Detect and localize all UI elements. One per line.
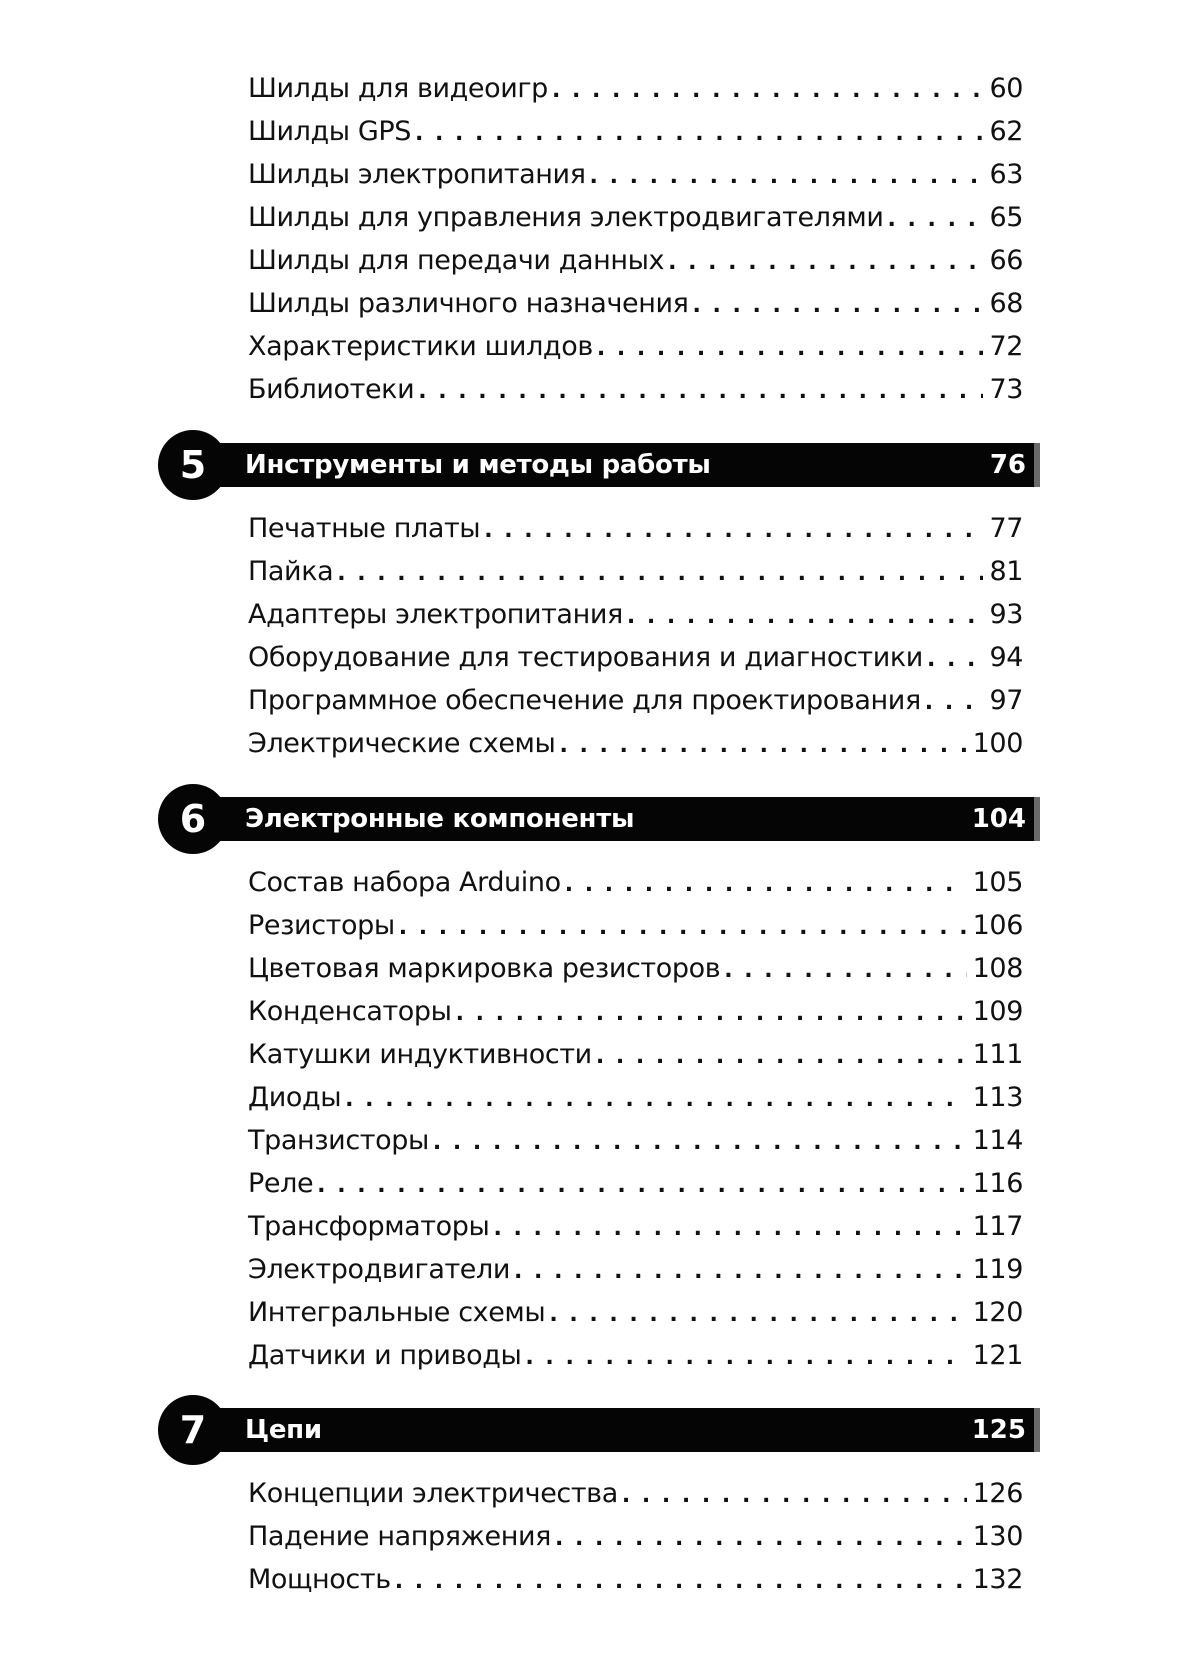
chapter-header-6[interactable] [158,789,1040,855]
toc-entry-title: Шилды для передачи данных [248,245,665,276]
toc-entry[interactable] [248,679,1023,722]
toc-entry[interactable] [248,1472,1023,1515]
toc-entry-page: 68 [989,288,1023,319]
toc-entry-title: Трансформаторы [248,1211,490,1242]
toc-entry[interactable] [248,1205,1023,1248]
toc-entry-page: 81 [989,556,1023,587]
toc-entry-page: 132 [972,1564,1023,1595]
toc-entry-page: 121 [972,1340,1023,1371]
toc-entry[interactable] [248,1334,1023,1377]
toc-entry-title: Состав набора Arduino [248,867,561,898]
dot-leader [418,370,983,413]
dot-leader [525,1336,966,1379]
toc-entry[interactable] [248,722,1023,765]
chapter-page: 76 [989,450,1026,480]
toc-entry-page: 116 [972,1168,1023,1199]
chapter-number: 6 [179,797,207,841]
toc-entry-page: 60 [989,73,1023,104]
toc-entry-title: Печатные платы [248,513,481,544]
toc-entry-page: 62 [989,116,1023,147]
toc-entry-page: 109 [972,996,1023,1027]
toc-entry[interactable] [248,1033,1023,1076]
dot-leader [433,1121,967,1164]
toc-entry-page: 63 [989,159,1023,190]
toc-entry-title: Шилды различного назначения [248,288,689,319]
chapter-number: 5 [179,443,207,487]
dot-leader [724,949,966,992]
chapter-bar [198,1408,1040,1452]
toc-entry-title: Пайка [248,556,334,587]
toc-entry-group-chapter-6 [248,861,1023,1377]
toc-entry[interactable] [248,550,1023,593]
toc-entry[interactable] [248,990,1023,1033]
toc-entry-page: 113 [972,1082,1023,1113]
toc-entry[interactable] [248,282,1023,325]
chapter-title: Инструменты и методы работы [245,450,711,480]
toc-entry[interactable] [248,636,1023,679]
toc-entry[interactable] [248,1515,1023,1558]
dot-leader [927,638,983,681]
toc-entry-group-chapter-5 [248,507,1023,765]
dot-leader [317,1164,966,1207]
dot-leader [514,1250,967,1293]
toc-entry[interactable] [248,1248,1023,1291]
chapter-header-5[interactable] [158,435,1040,501]
toc-entry[interactable] [248,325,1023,368]
toc-entry-page: 114 [972,1125,1023,1156]
toc-entry-title: Адаптеры электропитания [248,599,623,630]
chapter-title: Электронные компоненты [245,804,635,834]
toc-entry[interactable] [248,861,1023,904]
toc-entry[interactable] [248,507,1023,550]
toc-entry-title: Библиотеки [248,374,415,405]
toc-entry-page: 119 [972,1254,1023,1285]
toc-entry-page: 105 [972,867,1023,898]
chapter-page: 125 [971,1415,1026,1445]
toc-entry-title: Шилды для видеоигр [248,73,548,104]
toc-entry-page: 117 [972,1211,1023,1242]
toc-entry-page: 93 [989,599,1023,630]
toc-entry-title: Шилды GPS [248,116,411,147]
toc-entry-title: Мощность [248,1564,391,1595]
dot-leader [395,1560,967,1603]
toc-entry[interactable] [248,593,1023,636]
dot-leader [345,1078,967,1121]
dot-leader [555,1517,967,1560]
dot-leader [456,992,967,1035]
dot-leader [484,509,983,552]
chapter-header-7[interactable] [158,1400,1040,1466]
dot-leader [668,241,983,284]
toc-entry[interactable] [248,1162,1023,1205]
toc-entry-title: Резисторы [248,910,395,941]
toc-entry-page: 94 [989,642,1023,673]
toc-entry-page: 126 [972,1478,1023,1509]
toc-entry[interactable] [248,67,1023,110]
toc-entry-title: Электрические схемы [248,728,556,759]
dot-leader [622,1474,967,1517]
toc-entry-title: Интегральные схемы [248,1297,546,1328]
toc-entry-title: Программное обеспечение для проектирования [248,685,921,716]
dot-leader [596,1035,967,1078]
toc-entry-page: 65 [989,202,1023,233]
toc-entry-title: Шилды для управления электродвигателями [248,202,884,233]
toc-entry-title: Электродвигатели [248,1254,511,1285]
toc-entry-group-intro [248,67,1023,411]
dot-leader [337,552,983,595]
dot-leader [549,1293,966,1336]
toc-entry[interactable] [248,368,1023,411]
dot-leader [565,863,967,906]
toc-entry-page: 77 [989,513,1023,544]
toc-entry-title: Цветовая маркировка резисторов [248,953,721,984]
toc-entry-page: 72 [989,331,1023,362]
toc-entry[interactable] [248,239,1023,282]
toc-entry-title: Концепции электричества [248,1478,618,1509]
toc-entry-title: Характеристики шилдов [248,331,593,362]
toc-entry[interactable] [248,1119,1023,1162]
toc-entry[interactable] [248,1076,1023,1119]
toc-entry[interactable] [248,904,1023,947]
toc-entry[interactable] [248,110,1023,153]
toc-entry-title: Диоды [248,1082,342,1113]
toc-entry[interactable] [248,153,1023,196]
toc-entry-page: 73 [989,374,1023,405]
toc-entry[interactable] [248,1291,1023,1334]
toc-entry-title: Оборудование для тестирования и диагностики [248,642,923,673]
toc-entry-page: 108 [972,953,1023,984]
chapter-number: 7 [179,1408,207,1452]
dot-leader [415,112,983,155]
toc-entry-title: Реле [248,1168,314,1199]
dot-leader [399,906,967,949]
chapter-page: 104 [971,804,1026,834]
toc-entry-title: Датчики и приводы [248,1340,522,1371]
chapter-title: Цепи [245,1415,322,1445]
toc-entry-title: Конденсаторы [248,996,452,1027]
toc-entry-title: Шилды электропитания [248,159,586,190]
toc-entry-page: 97 [989,685,1023,716]
toc-entry-group-chapter-7 [248,1472,1023,1601]
dot-leader [559,724,966,767]
toc-entry-title: Падение напряжения [248,1521,551,1552]
toc-entry-title: Транзисторы [248,1125,429,1156]
dot-leader [692,284,983,327]
toc-entry[interactable] [248,947,1023,990]
toc-entry[interactable] [248,1558,1023,1601]
dot-leader [552,69,984,112]
dot-leader [925,681,984,724]
dot-leader [627,595,984,638]
dot-leader [590,155,984,198]
toc-entry-page: 120 [972,1297,1023,1328]
toc-entry-page: 130 [972,1521,1023,1552]
toc-entry-page: 100 [972,728,1023,759]
toc-entry-title: Катушки индуктивности [248,1039,592,1070]
dot-leader [493,1207,966,1250]
dot-leader [888,198,984,241]
toc-entry-page: 106 [972,910,1023,941]
dot-leader [597,327,984,370]
toc-entry-page: 111 [972,1039,1023,1070]
toc-entry-page: 66 [989,245,1023,276]
toc-entry[interactable] [248,196,1023,239]
